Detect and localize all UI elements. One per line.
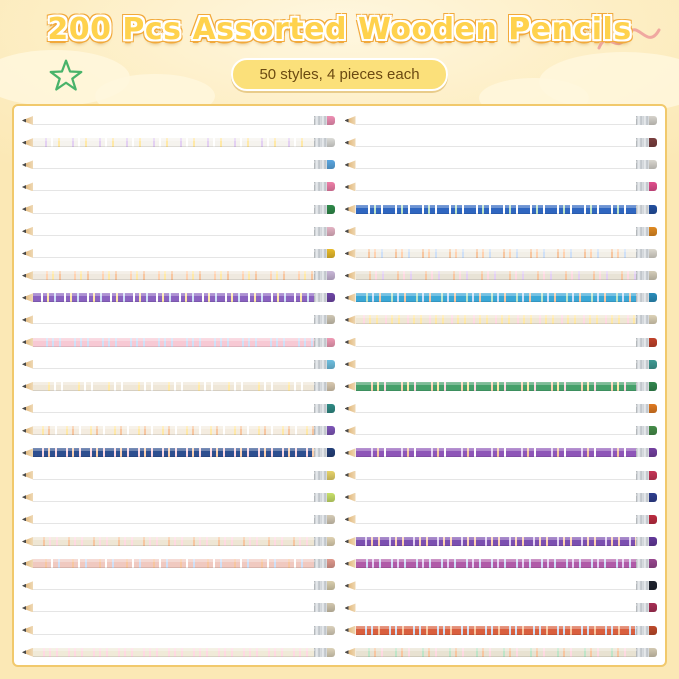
pencil-barrel: [356, 315, 637, 324]
pencil-ferrule: [636, 271, 649, 280]
pencil-barrel: [356, 448, 637, 457]
pencil-eraser: [649, 493, 657, 502]
pencil-item: [345, 116, 658, 125]
pencil-eraser: [327, 648, 335, 657]
pencil-barrel: [33, 382, 314, 391]
pencil-eraser: [649, 448, 657, 457]
pencil-barrel: [356, 182, 637, 191]
pencil-ferrule: [314, 160, 327, 169]
pencil-item: [22, 515, 335, 524]
pencil-item: [345, 493, 658, 502]
pencil-tip-icon: [22, 315, 33, 324]
pencil-barrel: [356, 271, 637, 280]
pencil-eraser: [327, 271, 335, 280]
pencil-barrel: [356, 559, 637, 568]
pencil-tip-icon: [345, 537, 356, 546]
pencil-tip-icon: [22, 559, 33, 568]
pencil-tip-icon: [345, 382, 356, 391]
pencil-tip-icon: [345, 116, 356, 125]
pencil-barrel: [33, 293, 314, 302]
pencil-eraser: [327, 227, 335, 236]
pencil-barrel: [356, 648, 637, 657]
pencil-ferrule: [636, 515, 649, 524]
pencil-barrel: [356, 581, 637, 590]
pencil-eraser: [327, 116, 335, 125]
pencil-barrel: [33, 581, 314, 590]
pencil-barrel: [33, 338, 314, 347]
pencil-eraser: [327, 138, 335, 147]
pencil-barrel: [33, 249, 314, 258]
pencil-item: [345, 603, 658, 612]
pencil-ferrule: [314, 626, 327, 635]
pencil-item: [22, 315, 335, 324]
pencil-item: [345, 626, 658, 635]
pencil-tip-icon: [345, 559, 356, 568]
pencil-tip-icon: [22, 382, 33, 391]
pencil-ferrule: [636, 448, 649, 457]
pencil-eraser: [649, 116, 657, 125]
pencil-barrel: [33, 626, 314, 635]
pencil-ferrule: [636, 138, 649, 147]
pencil-barrel: [356, 493, 637, 502]
pencil-ferrule: [636, 182, 649, 191]
pencil-barrel: [33, 205, 314, 214]
pencil-tip-icon: [345, 515, 356, 524]
pencil-barrel: [33, 493, 314, 502]
pencil-barrel: [356, 249, 637, 258]
pencil-item: [345, 448, 658, 457]
pencil-eraser: [327, 205, 335, 214]
pencil-ferrule: [636, 338, 649, 347]
pencil-eraser: [649, 182, 657, 191]
pencil-tip-icon: [345, 426, 356, 435]
pencil-tip-icon: [345, 138, 356, 147]
pencil-item: [345, 338, 658, 347]
pencil-ferrule: [314, 360, 327, 369]
pencil-eraser: [327, 426, 335, 435]
pencil-eraser: [327, 382, 335, 391]
pencil-eraser: [327, 537, 335, 546]
pencil-tip-icon: [22, 293, 33, 302]
pencil-barrel: [356, 116, 637, 125]
pencil-eraser: [649, 471, 657, 480]
pencil-item: [345, 382, 658, 391]
pencil-tip-icon: [345, 227, 356, 236]
pencil-item: [22, 182, 335, 191]
pencil-item: [22, 360, 335, 369]
pencil-item: [22, 205, 335, 214]
pencil-ferrule: [314, 515, 327, 524]
pencil-ferrule: [314, 338, 327, 347]
pencil-ferrule: [636, 227, 649, 236]
pencil-item: [22, 160, 335, 169]
pencil-barrel: [33, 603, 314, 612]
pencil-barrel: [33, 138, 314, 147]
pencil-ferrule: [314, 537, 327, 546]
pencil-eraser: [327, 360, 335, 369]
pencil-barrel: [33, 471, 314, 480]
pencil-barrel: [33, 515, 314, 524]
pencil-tip-icon: [22, 338, 33, 347]
pencil-ferrule: [314, 493, 327, 502]
pencil-tip-icon: [345, 471, 356, 480]
page-title: 200 Pcs Assorted Wooden Pencils: [47, 12, 632, 47]
pencil-item: [345, 227, 658, 236]
pencil-item: [345, 360, 658, 369]
pencil-item: [22, 338, 335, 347]
pencil-tip-icon: [345, 182, 356, 191]
pencil-eraser: [649, 205, 657, 214]
pencil-tip-icon: [22, 249, 33, 258]
pencil-barrel: [356, 360, 637, 369]
pencil-barrel: [356, 537, 637, 546]
pencil-item: [345, 315, 658, 324]
pencil-ferrule: [636, 426, 649, 435]
pencil-item: [22, 493, 335, 502]
pencil-eraser: [649, 581, 657, 590]
pencil-barrel: [356, 404, 637, 413]
pencil-item: [22, 249, 335, 258]
pencil-tip-icon: [345, 271, 356, 280]
pencil-item: [22, 426, 335, 435]
pencil-eraser: [327, 182, 335, 191]
pencil-tip-icon: [22, 227, 33, 236]
pencil-tip-icon: [22, 160, 33, 169]
pencil-item: [345, 559, 658, 568]
pencil-tip-icon: [345, 626, 356, 635]
pencil-ferrule: [314, 271, 327, 280]
pencil-barrel: [356, 160, 637, 169]
pencil-ferrule: [636, 116, 649, 125]
pencil-tip-icon: [345, 249, 356, 258]
pencil-eraser: [327, 293, 335, 302]
pencil-item: [345, 515, 658, 524]
pencil-barrel: [356, 382, 637, 391]
pencil-column-left: [22, 116, 335, 657]
pencil-item: [22, 116, 335, 125]
pencil-item: [345, 471, 658, 480]
pencil-barrel: [33, 537, 314, 546]
pencil-barrel: [356, 293, 637, 302]
pencil-tip-icon: [22, 138, 33, 147]
pencil-eraser: [649, 603, 657, 612]
pencil-ferrule: [636, 315, 649, 324]
pencil-tip-icon: [22, 603, 33, 612]
pencil-ferrule: [636, 293, 649, 302]
pencil-ferrule: [636, 160, 649, 169]
pencil-item: [22, 138, 335, 147]
pencil-ferrule: [636, 404, 649, 413]
pencil-ferrule: [314, 404, 327, 413]
pencil-ferrule: [636, 559, 649, 568]
pencil-eraser: [327, 315, 335, 324]
pencil-barrel: [33, 559, 314, 568]
pencil-eraser: [649, 338, 657, 347]
pencil-ferrule: [314, 227, 327, 236]
pencil-item: [345, 293, 658, 302]
pencil-tip-icon: [345, 648, 356, 657]
pencil-ferrule: [636, 626, 649, 635]
pencil-eraser: [327, 603, 335, 612]
pencil-barrel: [356, 471, 637, 480]
pencil-item: [22, 382, 335, 391]
pencil-ferrule: [314, 426, 327, 435]
pencil-ferrule: [636, 648, 649, 657]
pencil-ferrule: [314, 559, 327, 568]
pencil-ferrule: [636, 581, 649, 590]
pencil-eraser: [649, 537, 657, 546]
pencil-barrel: [356, 515, 637, 524]
pencil-barrel: [33, 315, 314, 324]
pencil-item: [22, 581, 335, 590]
pencil-tip-icon: [345, 338, 356, 347]
pencil-barrel: [356, 603, 637, 612]
pencil-tip-icon: [22, 182, 33, 191]
pencil-item: [345, 182, 658, 191]
pencil-eraser: [649, 227, 657, 236]
pencil-eraser: [327, 249, 335, 258]
pencil-barrel: [33, 271, 314, 280]
pencil-item: [345, 249, 658, 258]
pencil-eraser: [649, 249, 657, 258]
pencil-ferrule: [636, 537, 649, 546]
pencil-tip-icon: [345, 603, 356, 612]
pencil-item: [22, 227, 335, 236]
pencil-eraser: [327, 160, 335, 169]
pencil-item: [22, 448, 335, 457]
pencil-tip-icon: [22, 471, 33, 480]
pencil-tip-icon: [22, 271, 33, 280]
pencil-eraser: [649, 315, 657, 324]
pencil-barrel: [33, 227, 314, 236]
pencil-tip-icon: [345, 360, 356, 369]
pencil-ferrule: [314, 249, 327, 258]
pencil-eraser: [327, 404, 335, 413]
pencil-tip-icon: [22, 116, 33, 125]
pencil-eraser: [649, 293, 657, 302]
pencil-item: [22, 626, 335, 635]
pencil-tip-icon: [22, 581, 33, 590]
pencil-tip-icon: [22, 205, 33, 214]
pencil-tip-icon: [345, 160, 356, 169]
pencil-item: [22, 471, 335, 480]
pencil-ferrule: [314, 581, 327, 590]
pencil-item: [22, 404, 335, 413]
pencil-eraser: [327, 493, 335, 502]
subtitle-container: [0, 58, 679, 91]
pencil-tip-icon: [22, 448, 33, 457]
pencil-ferrule: [314, 182, 327, 191]
pencil-eraser: [649, 160, 657, 169]
pencil-item: [345, 581, 658, 590]
pencil-ferrule: [636, 471, 649, 480]
pencil-item: [22, 603, 335, 612]
pencil-eraser: [327, 626, 335, 635]
pencil-tip-icon: [345, 404, 356, 413]
pencil-item: [345, 160, 658, 169]
pencil-eraser: [327, 448, 335, 457]
pencil-tip-icon: [345, 448, 356, 457]
pencil-item: [22, 559, 335, 568]
pencil-tip-icon: [22, 515, 33, 524]
pencil-eraser: [327, 559, 335, 568]
pencil-barrel: [33, 182, 314, 191]
pencil-item: [345, 648, 658, 657]
pencil-tip-icon: [345, 293, 356, 302]
pencil-ferrule: [314, 448, 327, 457]
pencil-ferrule: [636, 382, 649, 391]
pencil-eraser: [649, 648, 657, 657]
pencil-eraser: [649, 515, 657, 524]
pencil-board: [12, 104, 667, 667]
pencil-ferrule: [314, 471, 327, 480]
pencil-tip-icon: [22, 648, 33, 657]
pencil-item: [22, 293, 335, 302]
pencil-item: [345, 426, 658, 435]
pencil-eraser: [327, 471, 335, 480]
pencil-ferrule: [636, 360, 649, 369]
pencil-item: [345, 537, 658, 546]
pencil-barrel: [33, 116, 314, 125]
pencil-tip-icon: [22, 360, 33, 369]
pencil-ferrule: [314, 648, 327, 657]
pencil-eraser: [649, 271, 657, 280]
pencil-ferrule: [314, 138, 327, 147]
pencil-item: [22, 648, 335, 657]
pencil-eraser: [327, 338, 335, 347]
pencil-barrel: [33, 648, 314, 657]
pencil-ferrule: [314, 293, 327, 302]
pencil-ferrule: [314, 603, 327, 612]
pencil-eraser: [649, 426, 657, 435]
pencil-barrel: [33, 404, 314, 413]
pencil-item: [345, 271, 658, 280]
pencil-barrel: [356, 205, 637, 214]
pencil-tip-icon: [345, 315, 356, 324]
pencil-barrel: [33, 160, 314, 169]
pencil-ferrule: [314, 205, 327, 214]
pencil-column-right: [345, 116, 658, 657]
pencil-barrel: [356, 426, 637, 435]
pencil-tip-icon: [22, 493, 33, 502]
subtitle-badge: 50 styles, 4 pieces each: [231, 58, 447, 91]
pencil-tip-icon: [345, 493, 356, 502]
pencil-tip-icon: [345, 205, 356, 214]
pencil-barrel: [356, 338, 637, 347]
pencil-eraser: [649, 382, 657, 391]
pencil-ferrule: [636, 493, 649, 502]
pencil-eraser: [649, 360, 657, 369]
pencil-eraser: [649, 559, 657, 568]
pencil-item: [22, 271, 335, 280]
pencil-item: [22, 537, 335, 546]
pencil-barrel: [33, 360, 314, 369]
pencil-eraser: [327, 581, 335, 590]
pencil-ferrule: [636, 249, 649, 258]
pencil-eraser: [327, 515, 335, 524]
pencil-tip-icon: [22, 626, 33, 635]
pencil-ferrule: [314, 382, 327, 391]
pencil-tip-icon: [345, 581, 356, 590]
pencil-eraser: [649, 404, 657, 413]
pencil-eraser: [649, 138, 657, 147]
pencil-tip-icon: [22, 404, 33, 413]
pencil-ferrule: [636, 603, 649, 612]
pencil-tip-icon: [22, 426, 33, 435]
pencil-item: [345, 138, 658, 147]
pencil-item: [345, 404, 658, 413]
pencil-barrel: [356, 227, 637, 236]
pencil-barrel: [33, 448, 314, 457]
pencil-barrel: [356, 626, 637, 635]
pencil-ferrule: [636, 205, 649, 214]
pencil-tip-icon: [22, 537, 33, 546]
pencil-ferrule: [314, 315, 327, 324]
pencil-item: [345, 205, 658, 214]
pencil-ferrule: [314, 116, 327, 125]
pencil-barrel: [33, 426, 314, 435]
pencil-eraser: [649, 626, 657, 635]
pencil-barrel: [356, 138, 637, 147]
